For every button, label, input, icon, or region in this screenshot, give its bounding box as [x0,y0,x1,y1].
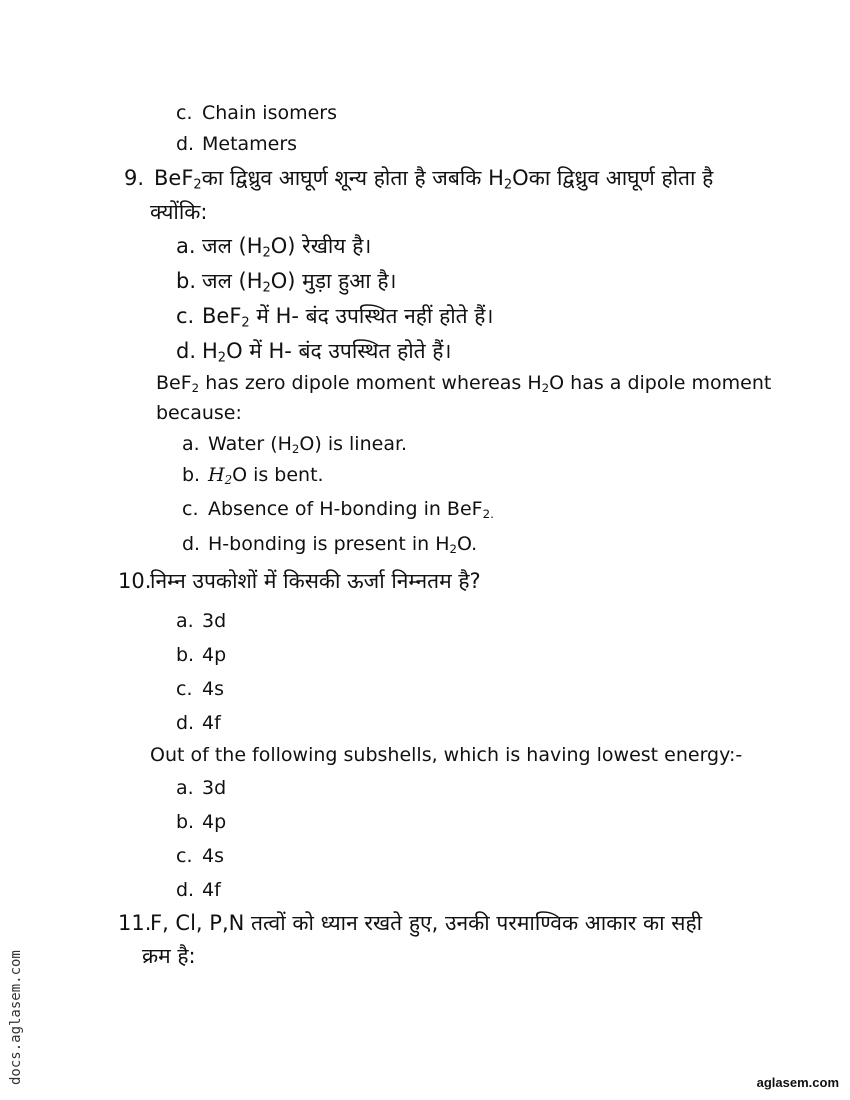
option-text: 4p [202,811,227,833]
question-10-hindi [118,571,481,592]
question-number: 11. [118,911,152,935]
option-marker: a. [176,610,194,632]
q10-en-option-c [176,847,224,866]
question-9-hindi [124,166,714,193]
question-9-english [156,374,771,393]
q9-hi-option-b [176,269,397,296]
text-run: O) रेखीय है। [270,234,372,258]
text-run: has zero dipole moment whereas H [199,372,542,394]
text-run: O. [456,533,478,555]
option-marker: d. [176,879,195,901]
option-text: Chain isomers [202,102,338,124]
text-run: BeF [202,304,242,328]
option-text: 4s [202,845,224,867]
q9-en-option-b [182,466,324,485]
text-run: H [202,339,218,363]
text-run: O is bent. [232,464,324,486]
text-run: निम्न उपकोशों में किसकी ऊर्जा निम्नतम है? [150,569,481,593]
text-run: BeF [156,372,192,394]
subscript: 2 [262,280,271,296]
option-marker: c. [176,102,193,124]
q10-hi-option-b [176,646,226,665]
subscript: 2 [262,245,271,261]
option-marker: b. [176,269,197,293]
text-run: O has a dipole moment [549,372,772,394]
option-marker: b. [176,811,195,833]
subscript: 2 [541,380,550,395]
option-text: Metamers [202,133,298,155]
subscript: 2 [241,315,250,331]
option-marker: d. [176,712,195,734]
subscript: 2 [193,177,202,193]
subscript: 2 [449,541,457,556]
q10-en-option-a [176,779,226,798]
text-run: O) मुड़ा हुआ है। [270,269,397,293]
text-run: में H- बंद उपस्थित नहीं होते हैं। [249,304,494,328]
option-marker: c. [182,498,199,520]
option-marker: a. [176,777,194,799]
q9-en-option-a [182,435,407,454]
subscript: . [490,506,494,521]
option-marker: c. [176,304,195,328]
footer-brand: aglasem.com [756,1075,839,1090]
text-run: H-bonding is present in H [208,533,450,555]
question-10-english: Out of the following subshells, which is having lowest energy:- [150,744,743,766]
option-text: 4p [202,644,227,666]
q10-en-option-d [176,881,221,900]
text-run: Absence of H-bonding in BeF [208,498,483,520]
option-marker: d. [182,533,201,555]
option-c [176,104,337,123]
text-run: का द्विध्रुव आघूर्ण होता है [528,166,714,190]
option-marker: a. [182,433,200,455]
q9-en-option-d [182,535,477,554]
text-run: O में H- बंद उपस्थित होते हैं। [226,339,452,363]
text-run: F, Cl, P,N तत्वों को ध्यान रखते हुए, उनकी परमाण्विक आकार का सही [150,911,703,935]
text-run: O) is linear. [299,433,408,455]
text-run: BeF [154,166,194,190]
question-11-hindi [118,913,702,934]
question-11-hindi-cont: क्रम है: [142,944,196,968]
text-run: का द्विध्रुव आघूर्ण शून्य होता है जबकि H [201,166,504,190]
option-text: 4s [202,678,224,700]
option-marker: c. [176,678,193,700]
option-text: 3d [202,610,227,632]
text-run: Water (H [208,433,292,455]
option-marker: b. [176,644,195,666]
question-number: 10. [118,569,152,593]
question-9-english-cont: because: [156,402,242,424]
q10-hi-option-d [176,714,221,733]
subscript: 2 [224,472,233,487]
question-number: 9. [124,166,145,190]
option-text: 4f [202,712,221,734]
option-marker: c. [176,845,193,867]
option-marker: a. [176,234,196,258]
q10-hi-option-c [176,680,224,699]
option-text: 4f [202,879,221,901]
side-watermark: docs.aglasem.com [8,950,24,1085]
text-run: जल (H [202,269,263,293]
q10-hi-option-a [176,612,226,631]
text-run: जल (H [202,234,263,258]
option-text: 3d [202,777,227,799]
subscript: 2 [191,380,200,395]
option-marker: d. [176,339,197,363]
q9-hi-option-d [176,339,452,366]
subscript: 2 [503,177,513,193]
option-d [176,135,297,154]
q10-en-option-b [176,813,226,832]
q9-en-option-c [182,500,494,519]
text-run: O [512,166,529,190]
subscript: 2 [482,506,491,521]
subscript: 2 [217,350,227,366]
subscript: 2 [291,441,300,456]
question-9-hindi-cont: क्योंकि: [150,200,208,224]
q9-hi-option-c [176,304,494,331]
q9-hi-option-a [176,234,372,261]
option-marker: d. [176,133,195,155]
option-marker: b. [182,464,201,486]
text-run: H [208,464,225,486]
